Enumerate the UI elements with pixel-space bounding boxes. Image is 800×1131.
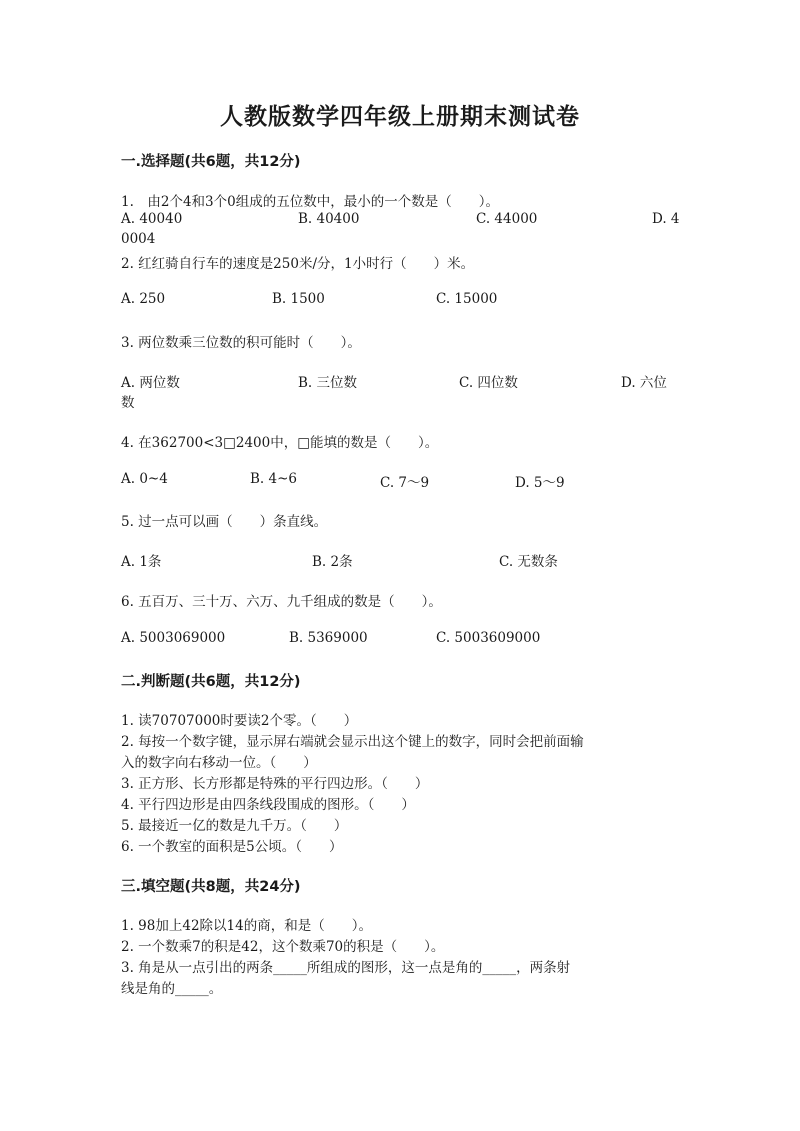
- choice-q4-option-a: A. 0~4: [121, 471, 168, 487]
- choice-q3-option-b: B. 三位数: [298, 375, 358, 391]
- choice-q1-option-a: A. 40040: [121, 211, 183, 227]
- fill-q3-line2: 线是角的_____。: [121, 981, 223, 997]
- choice-q6-option-a: A. 5003069000: [121, 630, 226, 646]
- choice-q5-option-c: C. 无数条: [499, 554, 558, 570]
- choice-q3-option-c: C. 四位数: [459, 375, 518, 391]
- choice-q1-option-b: B. 40400: [298, 211, 360, 227]
- judge-q2-line2: 入的数字向右移动一位。（ ）: [121, 755, 317, 771]
- choice-q2-option-b: B. 1500: [272, 291, 325, 307]
- choice-q5-option-b: B. 2条: [312, 554, 353, 570]
- page-title: 人教版数学四年级上册期末测试卷: [220, 104, 580, 130]
- judge-q3: 3. 正方形、长方形都是特殊的平行四边形。（ ）: [121, 776, 429, 792]
- judge-q5: 5. 最接近一亿的数是九千万。（ ）: [121, 818, 348, 834]
- choice-q6-stem: 6. 五百万、三十万、六万、九千组成的数是（ ）。: [121, 594, 442, 610]
- choice-q4-stem: 4. 在362700<3□2400中，□能填的数是（ ）。: [121, 435, 439, 451]
- choice-q1-option-c: C. 44000: [476, 211, 538, 227]
- choice-q3-option-d: D. 六位: [621, 375, 667, 391]
- judge-q4: 4. 平行四边形是由四条线段围成的图形。（ ）: [121, 797, 415, 813]
- section-heading-judge: 二.判断题(共6题，共12分): [121, 674, 301, 690]
- judge-q6: 6. 一个教室的面积是5公顷。（ ）: [121, 839, 343, 855]
- choice-q2-option-c: C. 15000: [436, 291, 498, 307]
- choice-q5-stem: 5. 过一点可以画（ ）条直线。: [121, 514, 328, 530]
- choice-q5-option-a: A. 1条: [121, 554, 162, 570]
- section-heading-fill: 三.填空题(共8题，共24分): [121, 879, 301, 895]
- judge-q1: 1. 读70707000时要读2个零。（ ）: [121, 713, 358, 729]
- fill-q2: 2. 一个数乘7的积是42，这个数乘70的积是（ ）。: [121, 939, 445, 955]
- choice-q3-option-d-continued: 数: [121, 395, 135, 411]
- choice-q4-option-c: C. 7～9: [380, 475, 430, 491]
- choice-q1-option-d-continued: 0004: [121, 231, 156, 247]
- fill-q3-line1: 3. 角是从一点引出的两条_____所组成的图形，这一点是角的_____，两条射: [121, 960, 571, 976]
- fill-q1: 1. 98加上42除以14的商，和是（ ）。: [121, 918, 372, 934]
- choice-q1-stem: 1. 由2个4和3个0组成的五位数中，最小的一个数是（ ）。: [121, 194, 499, 210]
- choice-q6-option-b: B. 5369000: [289, 630, 368, 646]
- choice-q2-stem: 2. 红红骑自行车的速度是250米/分，1小时行（ ）米。: [121, 256, 475, 272]
- choice-q3-option-a: A. 两位数: [121, 375, 180, 391]
- choice-q4-option-d: D. 5～9: [515, 475, 565, 491]
- choice-q1-option-d: D. 4: [652, 211, 680, 227]
- choice-q3-stem: 3. 两位数乘三位数的积可能时（ ）。: [121, 335, 361, 351]
- choice-q4-option-b: B. 4~6: [250, 471, 297, 487]
- choice-q6-option-c: C. 5003609000: [436, 630, 541, 646]
- section-heading-choice: 一.选择题(共6题，共12分): [121, 154, 301, 170]
- judge-q2-line1: 2. 每按一个数字键，显示屏右端就会显示出这个键上的数字，同时会把前面输: [121, 734, 584, 750]
- choice-q2-option-a: A. 250: [121, 291, 166, 307]
